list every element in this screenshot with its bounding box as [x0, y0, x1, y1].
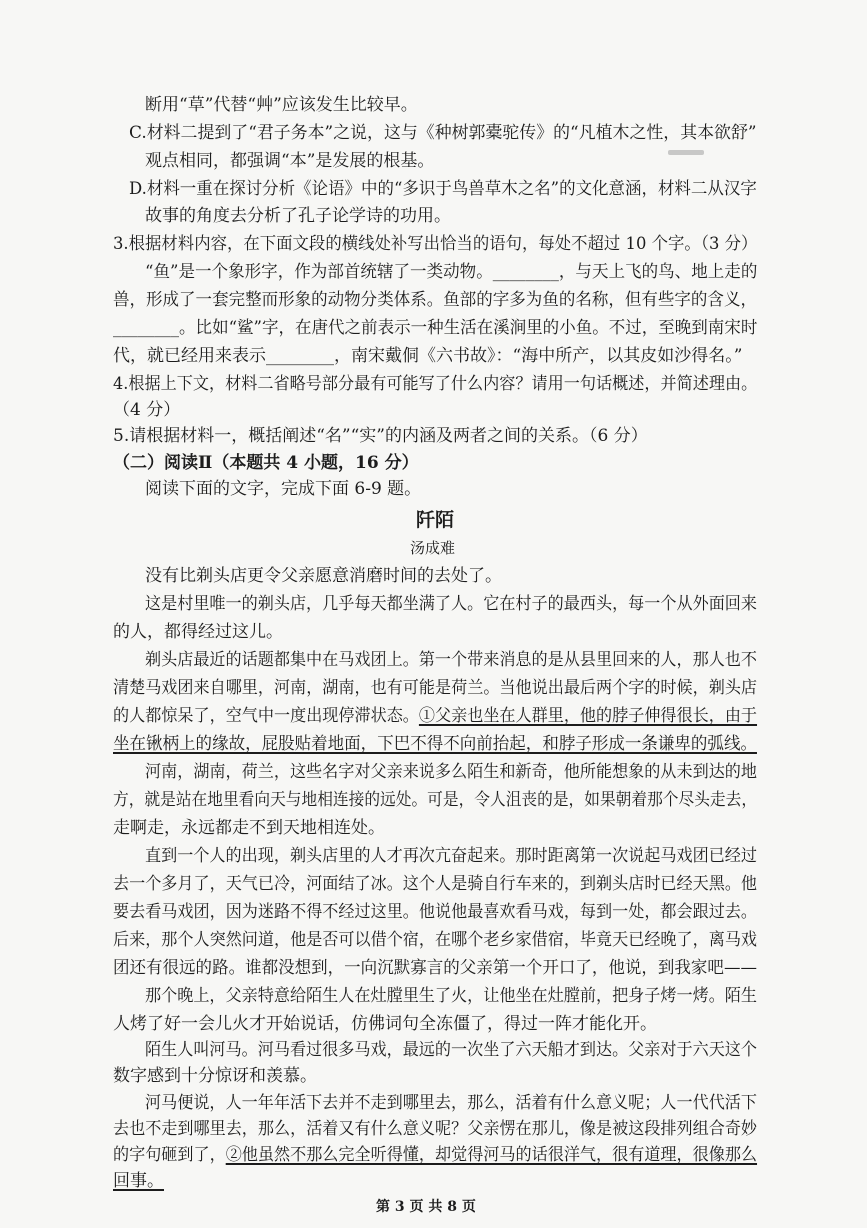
story-line: 团还有很远的路。谁都没想到，一向沉默寡言的父亲第一个开口了，他说，到我家吧——: [113, 958, 757, 978]
story-line: 去也不走到哪里去，那么，活着又有什么意义呢？父亲愣在那儿，像是被这段排列组合奇妙: [113, 1119, 758, 1139]
story-line: 这是村里唯一的剃头店，几乎每天都坐满了人。它在村子的最西头，每一个从外面回来: [145, 594, 758, 614]
option-d-line2: 故事的角度去分析了孔子论学诗的功用。: [145, 206, 451, 226]
question-3-passage-line4: 代，就已经用来表示________，南宋戴侗《六书故》：“海中所产，以其皮如沙得名。”: [113, 346, 743, 366]
underlined-sentence-1: ①父亲也坐在人群里，他的脖子伸得很长，由于: [418, 706, 758, 726]
story-text: 的字句砸到了，: [113, 1145, 226, 1165]
question-4-points: （4 分）: [113, 400, 181, 420]
option-b-continued: 断用“草”代替“艸”应该发生比较早。: [145, 95, 418, 115]
story-line: 去一个多月了，天气已冷，河面结了冰。这个人是骑自行车来的，到剃头店时已经天黑。他: [113, 874, 758, 894]
question-5: 5.请根据材料一，概括阐述“名”“实”的内涵及两者之间的关系。（6 分）: [113, 426, 648, 446]
question-3-passage-line1: “鱼”是一个象形字，作为部首统辖了一类动物。________，与天上飞的鸟、地上走的: [145, 262, 758, 282]
scan-smudge: [668, 150, 704, 155]
underlined-sentence-2: ②他虽然不那么完全听得懂，却觉得河马的话很洋气，很有道理，很像那么: [225, 1145, 758, 1165]
underlined-sentence-2-cont: 回事。: [113, 1171, 164, 1191]
story-line: 方，就是站在地里看向天与地相连接的远处。可是，令人沮丧的是，如果朝着那个尽头走去，: [113, 790, 758, 810]
story-line: 数字感到十分惊讶和羡慕。: [113, 1066, 317, 1086]
story-line: 陌生人叫河马。河马看过很多马戏，最远的一次坐了六天船才到达。父亲对于六天这个: [145, 1040, 758, 1060]
option-d-line1: D.材料一重在探讨分析《论语》中的“多识于鸟兽草木之名”的文化意涵，材料二从汉字: [129, 179, 757, 199]
story-line: 直到一个人的出现，剃头店里的人才再次亢奋起来。那时距离第一次说起马戏团已经过: [145, 846, 758, 866]
story-line: [113, 1142, 757, 1168]
story-line: 人烤了好一会儿火才开始说话，仿佛词句全冻僵了，得过一阵才能化开。: [113, 1014, 657, 1034]
page-footer: 第 3 页 共 8 页: [376, 1199, 476, 1215]
section-heading: （二）阅读Ⅱ（本题共 4 小题，16 分）: [113, 453, 419, 473]
story-line: 走啊走，永远都走不到天地相连处。: [113, 818, 385, 838]
story-author: 汤成难: [410, 539, 456, 557]
story-text: 的人都惊呆了，空气中一度出现停滞状态。: [113, 706, 419, 726]
story-line: 要去看马戏团，因为迷路不得不经过这里。他说他最喜欢看马戏，每到一处，都会跟过去。: [113, 902, 758, 922]
section-instruction: 阅读下面的文字，完成下面 6-9 题。: [145, 479, 422, 499]
story-paragraph: 没有比剃头店更令父亲愿意消磨时间的去处了。: [145, 566, 502, 586]
underlined-sentence-1-cont: 坐在锹柄上的缘故，屁股贴着地面，下巴不得不向前抬起，和脖子形成一条谦卑的弧线。: [113, 734, 757, 754]
question-3: 3.根据材料内容，在下面文段的横线处补写出恰当的语句，每处不超过 10 个字。（3 分）: [113, 234, 758, 254]
option-c-line1: C.材料二提到了“君子务本”之说，这与《种树郭橐驼传》的“凡植木之性，其本欲舒”: [129, 123, 757, 143]
question-4: 4.根据上下文，材料二省略号部分最有可能写了什么内容？请用一句话概述，并简述理由。: [113, 374, 758, 394]
question-3-passage-line3: ________。比如“鲨”字，在唐代之前表示一种生活在溪涧里的小鱼。不过，至晚到南宋时: [113, 318, 758, 338]
story-line: [113, 703, 757, 729]
story-title: 阡陌: [416, 509, 455, 531]
story-line: 后来，那个人突然问道，他是否可以借个宿，在哪个老乡家借宿，毕竟天已经晚了，离马戏: [113, 930, 758, 950]
question-3-passage-line2: 兽，形成了一套完整而形象的动物分类体系。鱼部的字多为鱼的名称，但有些字的含义，: [113, 290, 757, 310]
story-line: 的人，都得经过这儿。: [113, 622, 283, 642]
option-c-line2: 观点相同，都强调“本”是发展的根基。: [145, 151, 435, 171]
story-line: 那个晚上，父亲特意给陌生人在灶膛里生了火，让他坐在灶膛前，把身子烤一烤。陌生: [145, 986, 758, 1006]
story-line: 河马便说，人一年年活下去并不走到哪里去，那么，活着有什么意义呢；人一代代活下: [145, 1093, 758, 1113]
story-line: 河南，湖南，荷兰，这些名字对父亲来说多么陌生和新奇，他所能想象的从未到达的地: [145, 762, 758, 782]
story-line: 清楚马戏团来自哪里，河南，湖南，也有可能是荷兰。当他说出最后两个字的时候，剃头店: [113, 678, 758, 698]
story-line: 剃头店最近的话题都集中在马戏团上。第一个带来消息的是从县里回来的人，那人也不: [145, 650, 758, 670]
